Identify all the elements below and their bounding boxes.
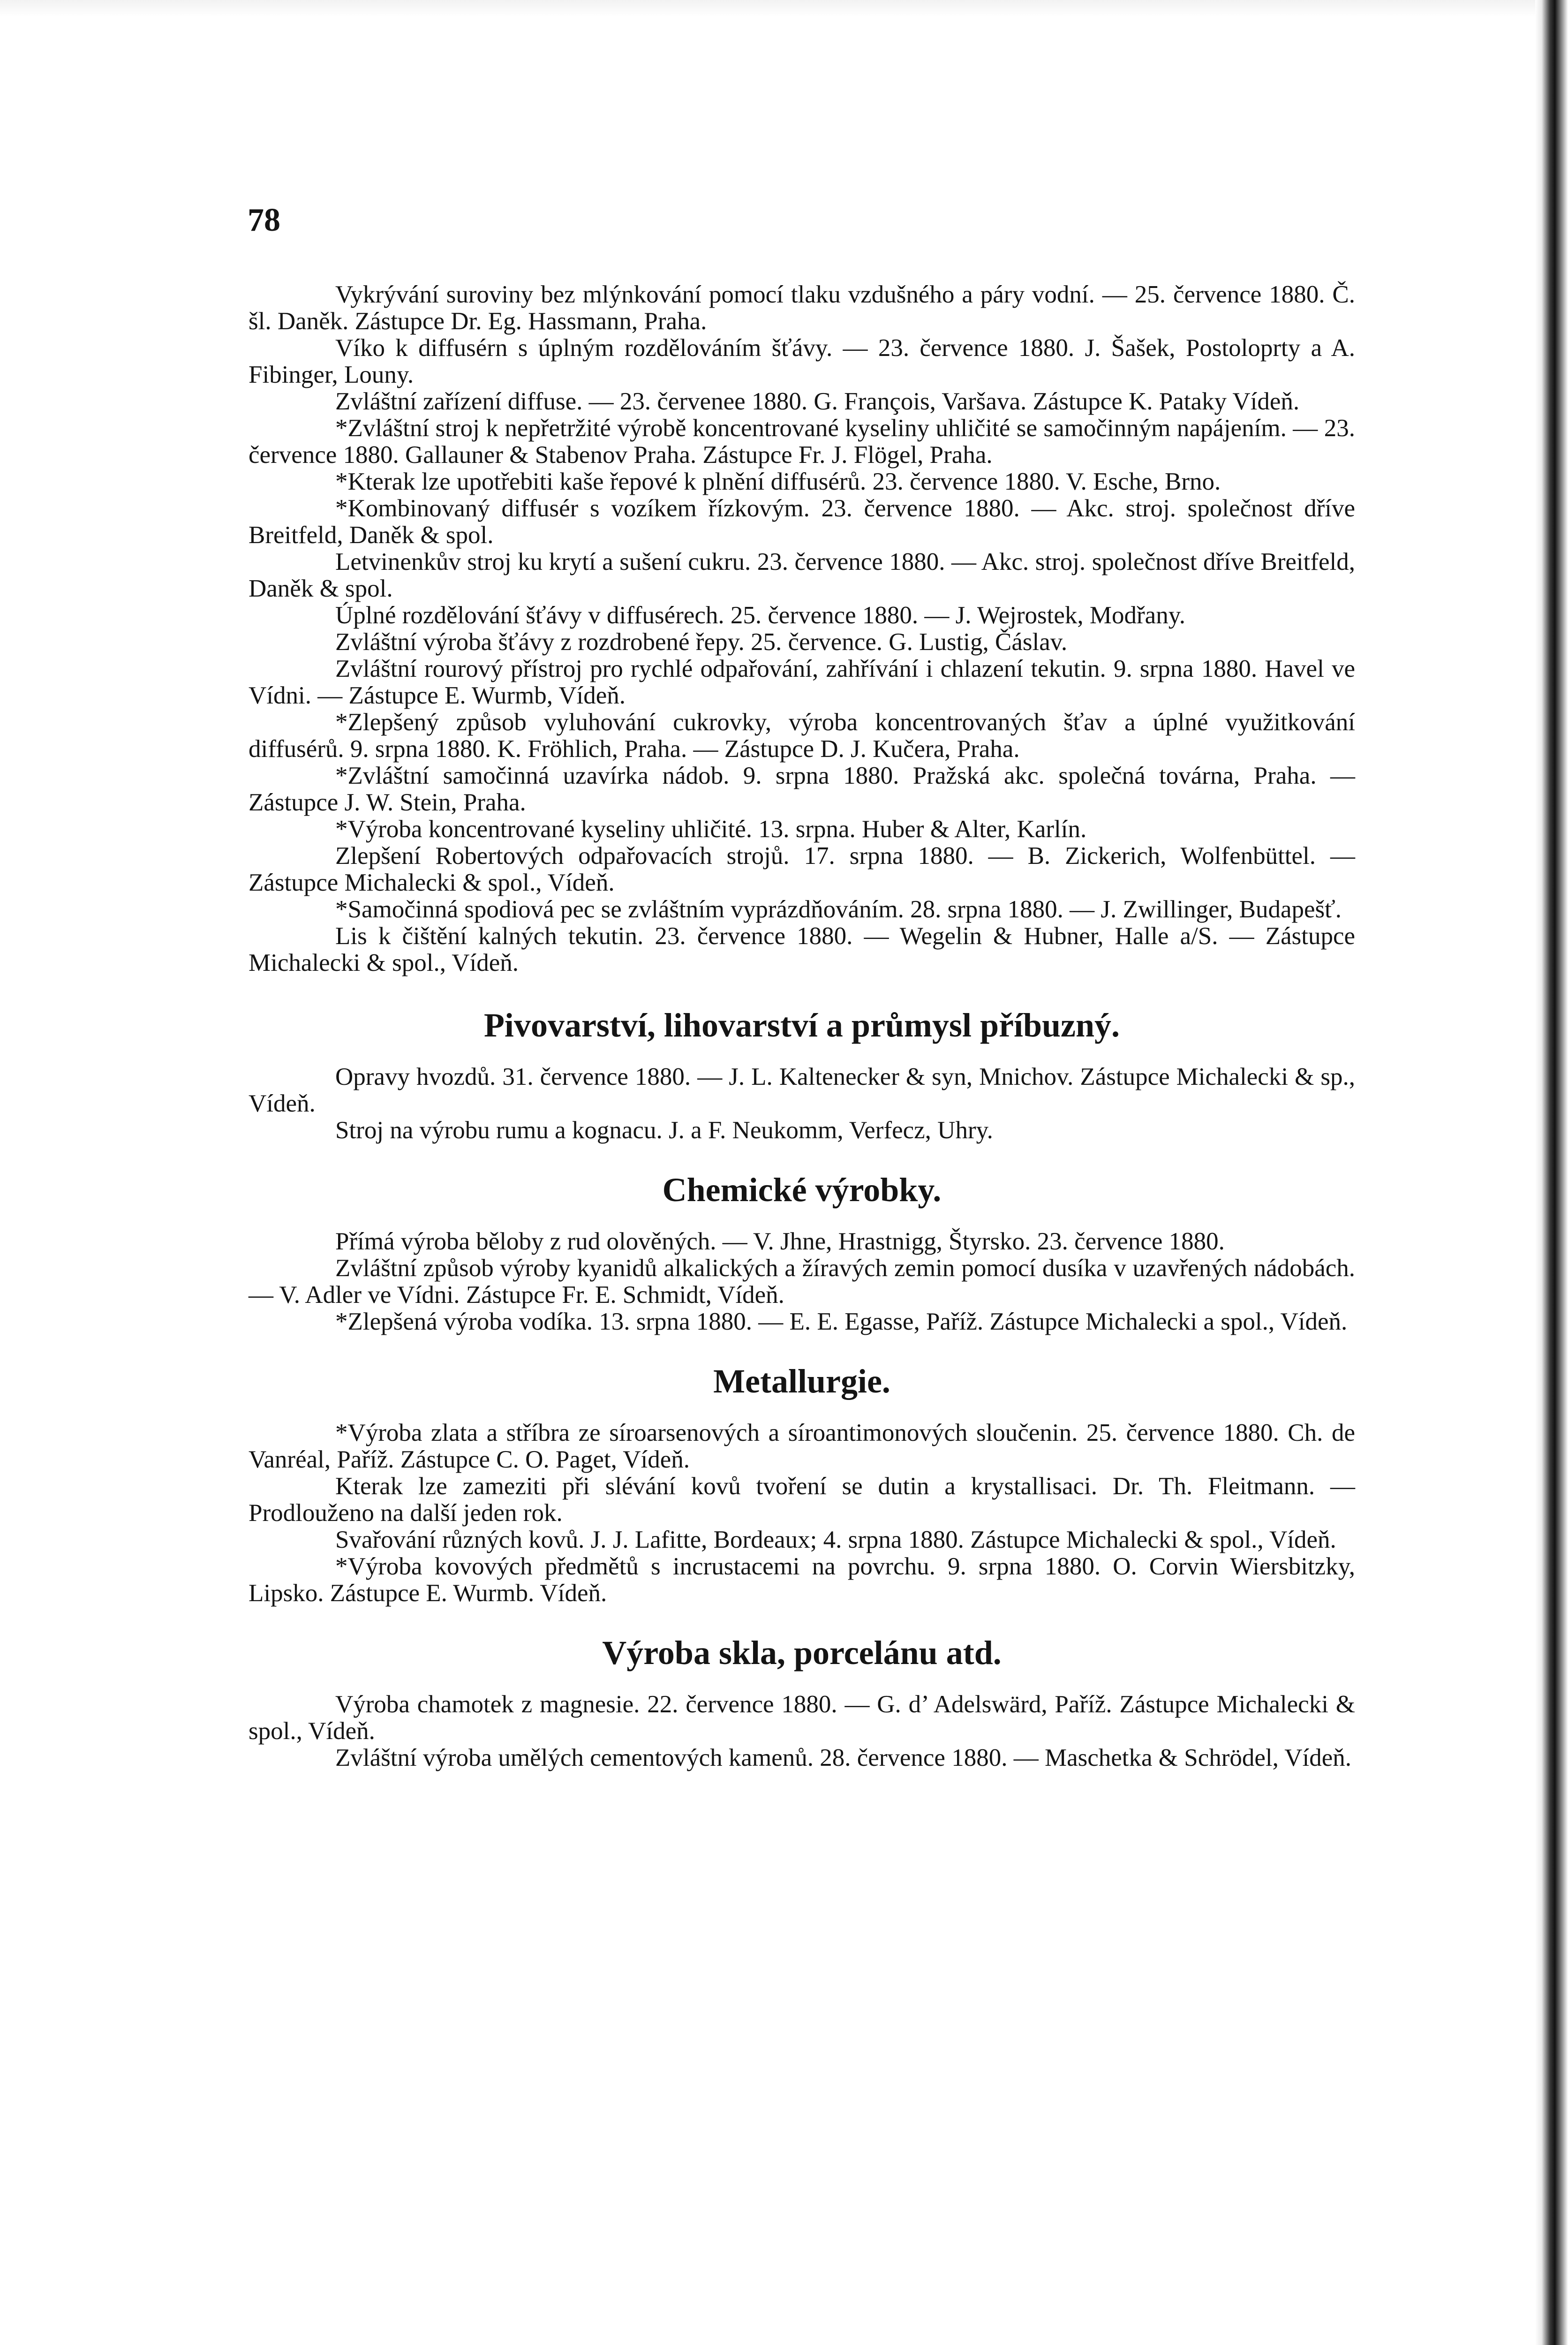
entry: Zlepšení Robertových odpařovacích strojů. 17. srpna 1880. — B. Zickerich, Wolfenbüttel. — Zástupce Michalecki & spol., Vídeň. <box>249 842 1355 896</box>
entry: *Zvláštní samočinná uzavírka nádob. 9. srpna 1880. Pražská akc. společná továrna, Praha. — Zástupce J. W. Stein, Praha. <box>249 762 1355 816</box>
entry: Letvinenkův stroj ku krytí a sušení cukru. 23. července 1880. — Akc. stroj. společnost dříve Breitfeld, Daněk & spol. <box>249 548 1355 602</box>
entry: *Zlepšený způsob vyluhování cukrovky, výroba koncentrovaných šťav a úplné využitkování diffusérů. 9. srpna 1880. K. Fröhlich, Praha. — Zástupce D. J. Kučera, Praha. <box>249 709 1355 763</box>
entry: Zvláštní způsob výroby kyanidů alkalických a žíravých zemin pomocí dusíka v uzavřených nádobách. — V. Adler ve Vídni. Zástupce Fr. E. Schmidt, Vídeň. <box>249 1255 1355 1309</box>
entry: Víko k diffusérn s úplným rozdělováním šťávy. — 23. července 1880. J. Šašek, Postoloprty a A. Fibinger, Louny. <box>249 334 1355 388</box>
entry: *Výroba koncentrované kyseliny uhličité. 13. srpna. Huber & Alter, Karlín. <box>335 816 1087 843</box>
entry: *Samočinná spodiová pec se zvláštním vyprázdňováním. 28. srpna 1880. — J. Zwillinger, Budapešť. <box>335 896 1342 923</box>
entry: Zvláštní výroba umělých cementových kamenů. 28. července 1880. — Maschetka & Schrödel, Vídeň. <box>335 1744 1351 1771</box>
section-title-pivovarstvi: Pivovarství, lihovarství a průmysl příbuzný. <box>483 1006 1120 1044</box>
entry: *Kterak lze upotřebiti kaše řepové k plnění diffusérů. 23. července 1880. V. Esche, Brno. <box>335 468 1221 495</box>
section-title-chemicke-vyrobky: Chemické výrobky. <box>662 1171 942 1209</box>
intro-entries <box>249 281 1355 976</box>
entry: Kterak lze zameziti při slévání kovů tvoření se dutin a krystallisaci. Dr. Th. Fleitmann. — Prodlouženo na další jeden rok. <box>249 1473 1355 1527</box>
entry: Přímá výroba běloby z rud olověných. — V. Jhne, Hrastnigg, Štyrsko. 23. července 1880. <box>335 1228 1225 1255</box>
entry: Vykrývání suroviny bez mlýnkování pomocí tlaku vzdušného a páry vodní. — 25. července 1880. Č. šl. Daněk. Zástupce Dr. Eg. Hassmann, Praha. <box>249 281 1355 335</box>
section-vyroba-skla-entries <box>249 1691 1355 1771</box>
section-metallurgie-entries <box>249 1420 1355 1607</box>
section-chemicke-entries <box>249 1228 1355 1335</box>
section-title-metallurgie: Metallurgie. <box>713 1362 890 1400</box>
scan-top-shade <box>0 0 1568 17</box>
section-title-vyroba-skla: Výroba skla, porcelánu atd. <box>602 1634 1002 1672</box>
page-content <box>249 281 1355 1771</box>
entry: *Zlepšená výroba vodíka. 13. srpna 1880. — E. E. Egasse, Paříž. Zástupce Michalecki a spol., Vídeň. <box>335 1308 1348 1335</box>
entry: Výroba chamotek z magnesie. 22. července 1880. — G. d’ Adelswärd, Paříž. Zástupce Michalecki & spol., Vídeň. <box>249 1691 1355 1745</box>
scan-edge-border <box>1535 0 1568 2345</box>
entry: Zvláštní rourový přístroj pro rychlé odpařování, zahřívání i chlazení tekutin. 9. srpna 1880. Havel ve Vídni. — Zástupce E. Wurmb, Vídeň. <box>249 655 1355 709</box>
page-number: 78 <box>248 202 280 238</box>
entry: Opravy hvozdů. 31. července 1880. — J. L. Kaltenecker & syn, Mnichov. Zástupce Michalecki & sp., Vídeň. <box>249 1063 1355 1117</box>
entry: *Výroba zlata a stříbra ze síroarsenových a síroantimonových sloučenin. 25. července 1880. Ch. de Vanréal, Paříž. Zástupce C. O. Paget, Vídeň. <box>249 1419 1355 1473</box>
entry: Stroj na výrobu rumu a kognacu. J. a F. Neukomm, Verfecz, Uhry. <box>335 1117 993 1144</box>
entry: Svařování různých kovů. J. J. Lafitte, Bordeaux; 4. srpna 1880. Zástupce Michalecki & spol., Vídeň. <box>335 1526 1336 1553</box>
entry: *Výroba kovových předmětů s incrustacemi na povrchu. 9. srpna 1880. O. Corvin Wiersbitzky, Lipsko. Zástupce E. Wurmb. Vídeň. <box>249 1553 1355 1607</box>
entry: Lis k čištění kalných tekutin. 23. července 1880. — Wegelin & Hubner, Halle a/S. — Zástupce Michalecki & spol., Vídeň. <box>249 923 1355 976</box>
entry: Úplné rozdělování šťávy v diffusérech. 25. července 1880. — J. Wejrostek, Modřany. <box>335 602 1185 629</box>
entry: Zvláštní zařízení diffuse. — 23. červenee 1880. G. François, Varšava. Zástupce K. Pataky Vídeň. <box>335 388 1300 415</box>
entry: *Kombinovaný diffusér s vozíkem řízkovým. 23. července 1880. — Akc. stroj. společnost dříve Breitfeld, Daněk & spol. <box>249 495 1355 549</box>
entry: Zvláštní výroba šťávy z rozdrobené řepy. 25. července. G. Lustig, Čáslav. <box>335 628 1068 656</box>
entry: *Zvláštní stroj k nepřetržité výrobě koncentrované kyseliny uhličité se samočinným napájením. — 23. července 1880. Gallauner & Stabenov Praha. Zástupce Fr. J. Flögel, Praha. <box>249 415 1355 469</box>
section-pivovarstvi-entries <box>249 1064 1355 1144</box>
